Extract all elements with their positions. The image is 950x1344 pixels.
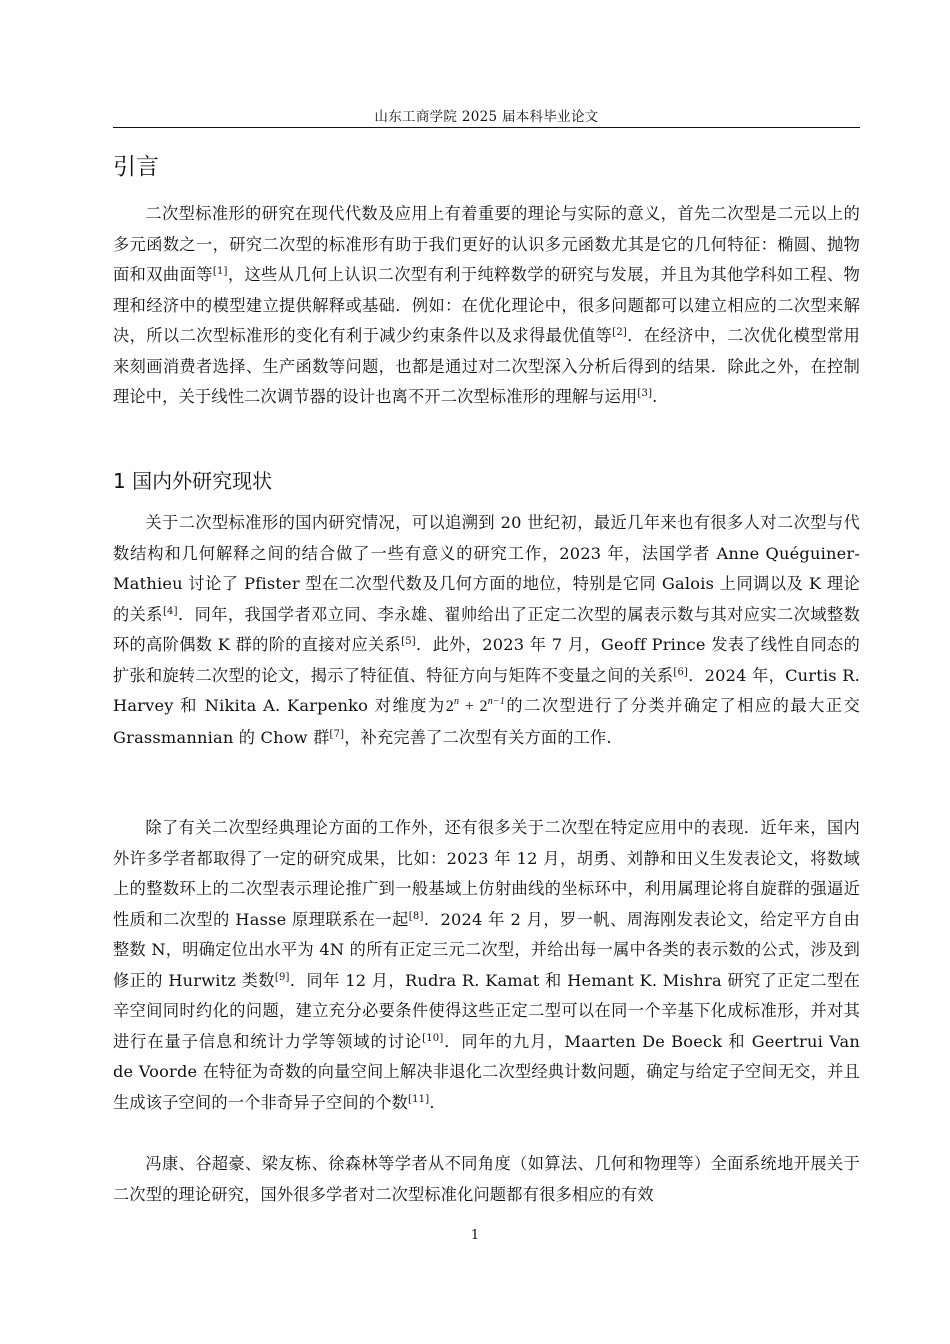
intro-p1-text-3: ．在经济中，二次优化模型常用来刻画消费者选择、生产函数等问题，也都是通过对二次型深入分析后得到的结果．除此之外，在控制理论中，关于线性二次调节器的设计也离不开二次型标准形的理解与运用 [113, 326, 860, 406]
citation-6: [6] [673, 666, 689, 678]
intro-p1-text-2: ，这些从几何上认识二次型有利于纯粹数学的研究与发展，并且为其他学科如工程、物理和经济中的模型建立提供解释或基础．例如：在优化理论中，很多问题都可以建立相应的二次型来解决，所以二次型标准形的变化有利于减少约束条件以及求得最优值等 [113, 265, 860, 345]
section-1-paragraph-2 [113, 813, 860, 1118]
s1-p1-text-3: ．此外，2023 年 7 月，Geoff Prince 发表了线性自同态的扩张和旋转二次型的论文，揭示了特征值、特征方向与矩阵不变量之间的关系 [113, 635, 860, 685]
intro-p1-text-4: . [652, 387, 658, 406]
citation-9: [9] [274, 971, 290, 983]
citation-3: [3] [637, 388, 653, 399]
section-1-heading: 1 国内外研究现状 [113, 469, 273, 493]
citation-4: [4] [162, 605, 178, 617]
s1-p2-text-3: ．同年 12 月，Rudra R. Kamat 和 Hemant K. Mishra 研究了正定二型在辛空间同时约化的问题，建立充分必要条件使得这些正定二型可以在同一个辛基下化成标准形，并对其进行在量子信息和统计力学等领域的讨论 [113, 970, 861, 1051]
citation-11: [11] [407, 1093, 430, 1105]
s1-p3-text-1: 冯康、谷超豪、梁友栋、徐森林等学者从不同角度（如算法、几何和物理等）全面系统地开展关于二次型的理论研究，国外很多学者对二次型标准化问题都有很多相应的有效 [113, 1154, 860, 1204]
intro-paragraph [113, 199, 860, 413]
s1-p1-text-4: ．2024 年，Curtis R. Harvey 和 Nikita A. Karpenko 对维度为 [113, 665, 860, 715]
citation-8: [8] [408, 910, 424, 922]
s1-p1-text-5: 的二次型进行了分类并确定了相应的最大正交 Grassmannian 的 Chow 群 [113, 696, 861, 747]
s1-p2-text-1: 除了有关二次型经典理论方面的工作外，还有很多关于二次型在特定应用中的表现．近年来，国内外许多学者都取得了一定的研究成果，比如：2023 年 12 月，胡勇、刘静和田义生发表论文，将数域上的整数环上的二次型表示理论推广到一般基域上仿射曲线的坐标环中，利用属理论将自旋群的强逼近性质和二次型的 Hasse 原理联系在一起 [113, 818, 860, 929]
citation-5: [5] [401, 636, 416, 647]
s1-p1-text-6: ，补充完善了二次型有关方面的工作. [344, 727, 612, 747]
intro-p1-text-1: 二次型标准形的研究在现代代数及应用上有着重要的理论与实际的意义，首先二次型是二元以上的多元函数之一，研究二次型的标准形有助于我们更好的认识多元函数尤其是它的几何特征：椭圆、抛物面和双曲面等 [113, 204, 860, 284]
page-number: 1 [470, 1228, 480, 1243]
citation-10: [10] [422, 1032, 444, 1044]
header-rule [113, 127, 860, 128]
s1-p1-text-1: 关于二次型标准形的国内研究情况，可以追溯到 20 世纪初，最近几年来也有很多人对二次型与代数结构和几何解释之间的结合做了一些有意义的研究工作，2023 年，法国学者 Anne Quéguiner-Mathieu 讨论了 Pfister 型在二次型代数及几何方面的地位，特别是它同 Galois 上同调以及 K 理论的关系 [113, 513, 860, 624]
s1-p2-text-2: ．2024 年 2 月，罗一帆、周海刚发表论文，给定平方自由整数 N，明确定位出水平为 4N 的所有正定三元二次型，并给出每一属中各类的表示数的公式，涉及到修正的 Hurwitz 类数 [113, 909, 860, 990]
citation-7: [7] [329, 728, 345, 740]
s1-p1-text-2: ．同年，我国学者邓立同、李永雄、翟帅给出了正定二次型的属表示数与其对应实二次域整数环的高阶偶数 K 群的阶的直接对应关系 [113, 604, 860, 654]
section-1-paragraph-1 [113, 508, 860, 753]
dimension-formula: $2^n + 2^{n-1}$ [445, 696, 506, 715]
citation-1: [1] [212, 266, 228, 277]
s1-p2-text-5: . [429, 1092, 435, 1112]
running-header: 山东工商学院 2025 届本科毕业论文 [374, 109, 599, 125]
s1-p2-text-4: ．同年的九月，Maarten De Boeck 和 Geertrui Van de Voorde 在特征为奇数的向量空间上解决非退化二次型经典计数问题，确定与给定子空间无交，并且生成该子空间的一个非奇异子空间的个数 [113, 1031, 860, 1112]
intro-heading: 引言 [113, 154, 159, 180]
section-1-paragraph-3 [113, 1149, 860, 1210]
citation-2: [2] [612, 327, 628, 338]
